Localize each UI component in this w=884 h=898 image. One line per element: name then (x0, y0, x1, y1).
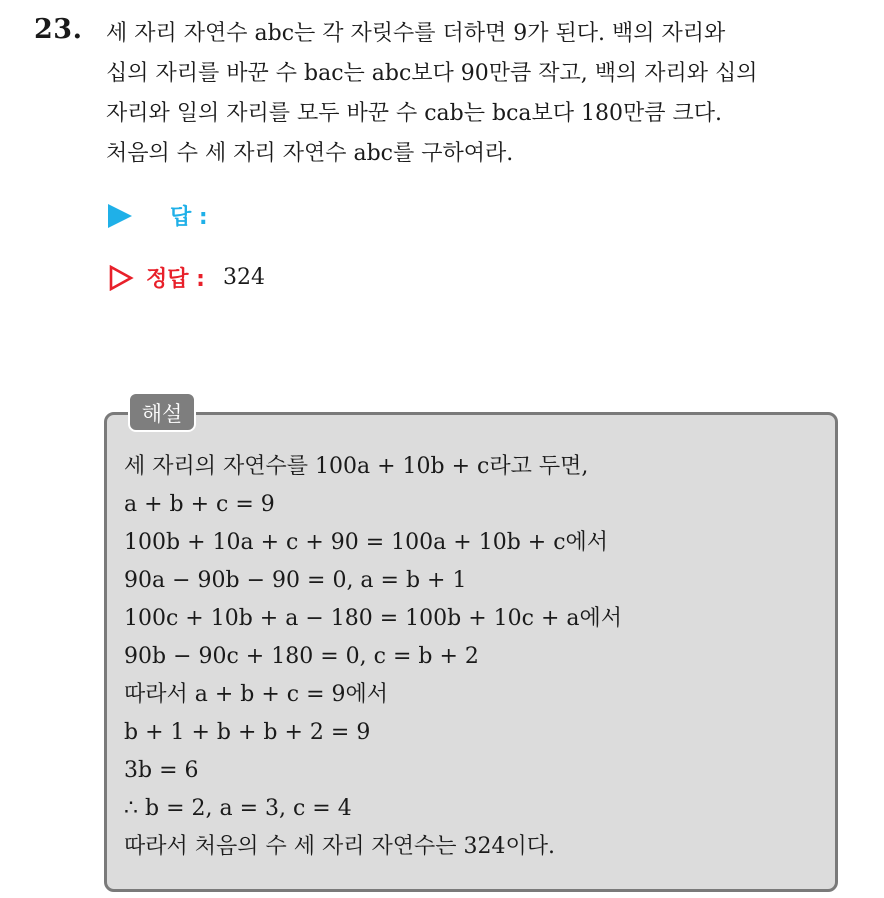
problem-line: 처음의 수 세 자리 자연수 abc를 구하여라. (106, 141, 514, 166)
solution-line: 3b = 6 (124, 758, 199, 783)
solution-line: 따라서 a + b + c = 9에서 (124, 682, 389, 707)
solution-line: 세 자리의 자연수를 100a + 10b + c라고 두면, (124, 454, 589, 479)
problem-statement (106, 14, 866, 174)
correct-answer-row (108, 262, 265, 293)
solution-line: 따라서 처음의 수 세 자리 자연수는 324이다. (124, 834, 555, 859)
play-arrow-icon (108, 204, 132, 228)
solution-line: a + b + c = 9 (124, 492, 275, 517)
problem-number: 23. (34, 14, 83, 45)
solution-tab: 해설 (128, 392, 196, 432)
problem-line: 자리와 일의 자리를 모두 바꾼 수 cab는 bca보다 180만큼 크다. (106, 101, 723, 126)
solution-line: ∴ b = 2, a = 3, c = 4 (124, 796, 352, 821)
correct-answer-value: 324 (222, 265, 265, 290)
solution-line: b + 1 + b + b + 2 = 9 (124, 720, 371, 745)
solution-line: 100c + 10b + a − 180 = 100b + 10c + a에서 (124, 606, 623, 631)
problem-line: 십의 자리를 바꾼 수 bac는 abc보다 90만큼 작고, 백의 자리와 십의 (106, 61, 758, 86)
user-answer-row[interactable] (108, 200, 208, 231)
solution-line: 90b − 90c + 180 = 0, c = b + 2 (124, 644, 479, 669)
correct-answer-label: 정답 : (146, 267, 205, 292)
answer-label: 답 : (170, 205, 208, 230)
problem-line: 세 자리 자연수 abc는 각 자릿수를 더하면 9가 된다. 백의 자리와 (106, 21, 726, 46)
solution-content (124, 448, 824, 866)
solution-line: 100b + 10a + c + 90 = 100a + 10b + c에서 (124, 530, 609, 555)
outline-arrow-icon (108, 265, 134, 291)
solution-line: 90a − 90b − 90 = 0, a = b + 1 (124, 568, 467, 593)
